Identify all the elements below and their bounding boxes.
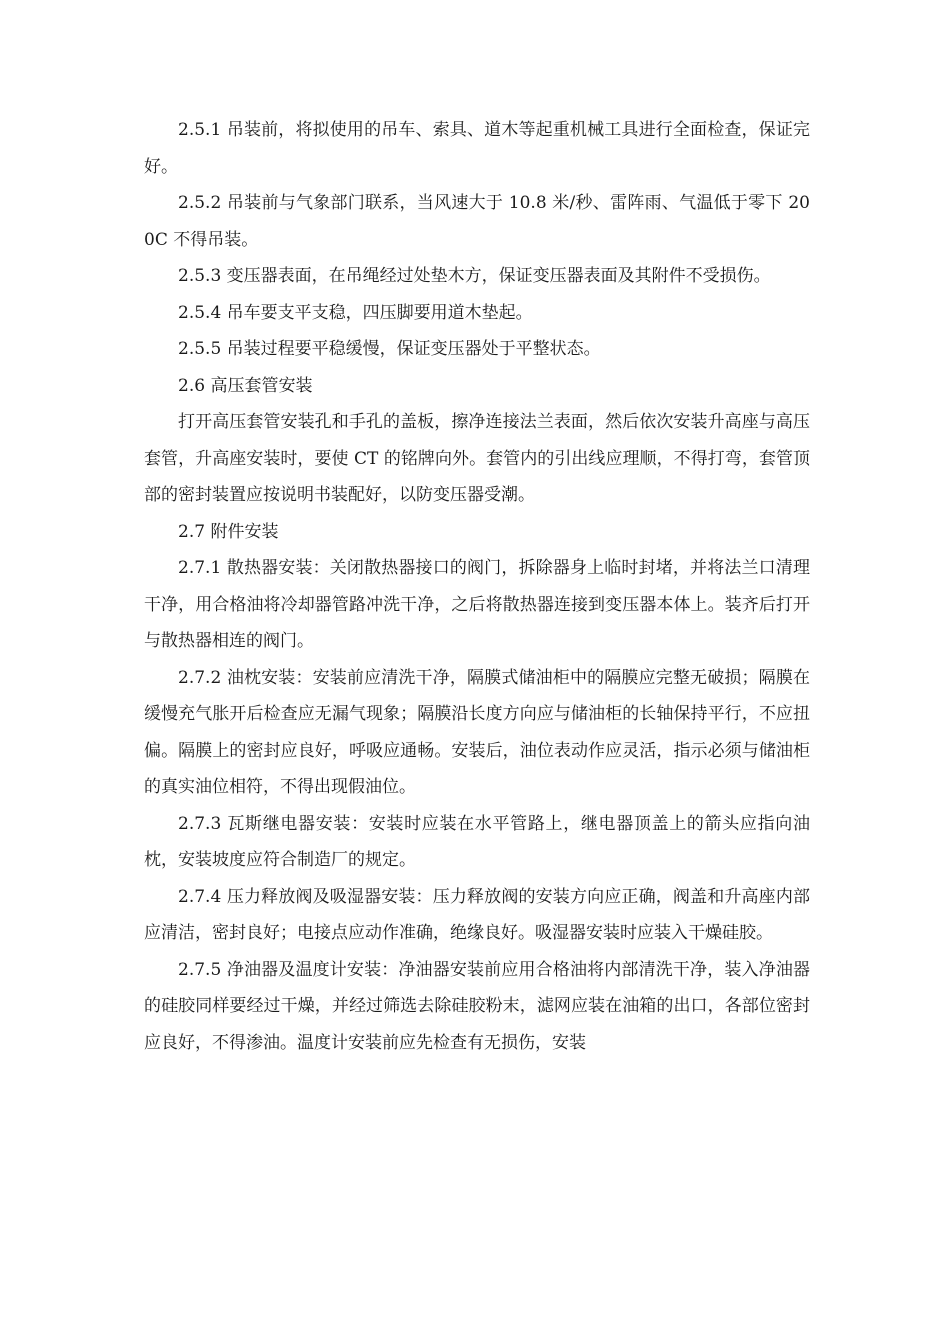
document-page (144, 112, 810, 1061)
paragraph-2-5-5: 2.5.5 吊装过程要平稳缓慢，保证变压器处于平整状态。 (178, 339, 601, 359)
section-heading-2-6: 2.6 高压套管安装 (178, 375, 313, 396)
paragraph-2-6-body: 打开高压套管安装孔和手孔的盖板，擦净连接法兰表面，然后依次安装升高座与高压套管，升高座安装时，要使 CT 的铭牌向外。套管内的引出线应理顺，不得打弯，套管顶部的密封装置应按说明书装配好，以防变压器受潮。 (144, 412, 810, 505)
paragraph-2-5-3: 2.5.3 变压器表面，在吊绳经过处垫木方，保证变压器表面及其附件不受损伤。 (178, 266, 771, 286)
paragraph-2-5-2: 2.5.2 吊装前与气象部门联系，当风速大于 10.8 米/秒、雷阵雨、气温低于零下 200C 不得吊装。 (144, 193, 810, 250)
paragraph-2-7-3: 2.7.3 瓦斯继电器安装：安装时应装在水平管路上，继电器顶盖上的箭头应指向油枕，安装坡度应符合制造厂的规定。 (144, 813, 810, 870)
section-heading-2-7: 2.7 附件安装 (178, 521, 279, 542)
paragraph-2-5-1: 2.5.1 吊装前，将拟使用的吊车、索具、道木等起重机械工具进行全面检查，保证完好。 (144, 120, 810, 177)
paragraph-2-7-4: 2.7.4 压力释放阀及吸湿器安装：压力释放阀的安装方向应正确，阀盖和升高座内部应清洁，密封良好；电接点应动作准确，绝缘良好。吸湿器安装时应装入干燥硅胶。 (144, 886, 810, 943)
paragraph-2-7-1: 2.7.1 散热器安装：关闭散热器接口的阀门，拆除器身上临时封堵，并将法兰口清理干净，用合格油将冷却器管路冲洗干净，之后将散热器连接到变压器本体上。装齐后打开与散热器相连的阀门。 (144, 558, 810, 651)
paragraph-2-7-2: 2.7.2 油枕安装：安装前应清洗干净，隔膜式储油柜中的隔膜应完整无破损；隔膜在缓慢充气胀开后检查应无漏气现象；隔膜沿长度方向应与储油柜的长轴保持平行，不应扭偏。隔膜上的密封应良好，呼吸应通畅。安装后，油位表动作应灵活，指示必须与储油柜的真实油位相符，不得出现假油位。 (144, 667, 810, 797)
paragraph-2-7-5: 2.7.5 净油器及温度计安装：净油器安装前应用合格油将内部清洗干净，装入净油器的硅胶同样要经过干燥，并经过筛选去除硅胶粉末，滤网应装在油箱的出口，各部位密封应良好，不得渗油。温度计安装前应先检查有无损伤，安装 (144, 959, 810, 1053)
paragraph-2-5-4: 2.5.4 吊车要支平支稳，四压脚要用道木垫起。 (178, 302, 533, 323)
